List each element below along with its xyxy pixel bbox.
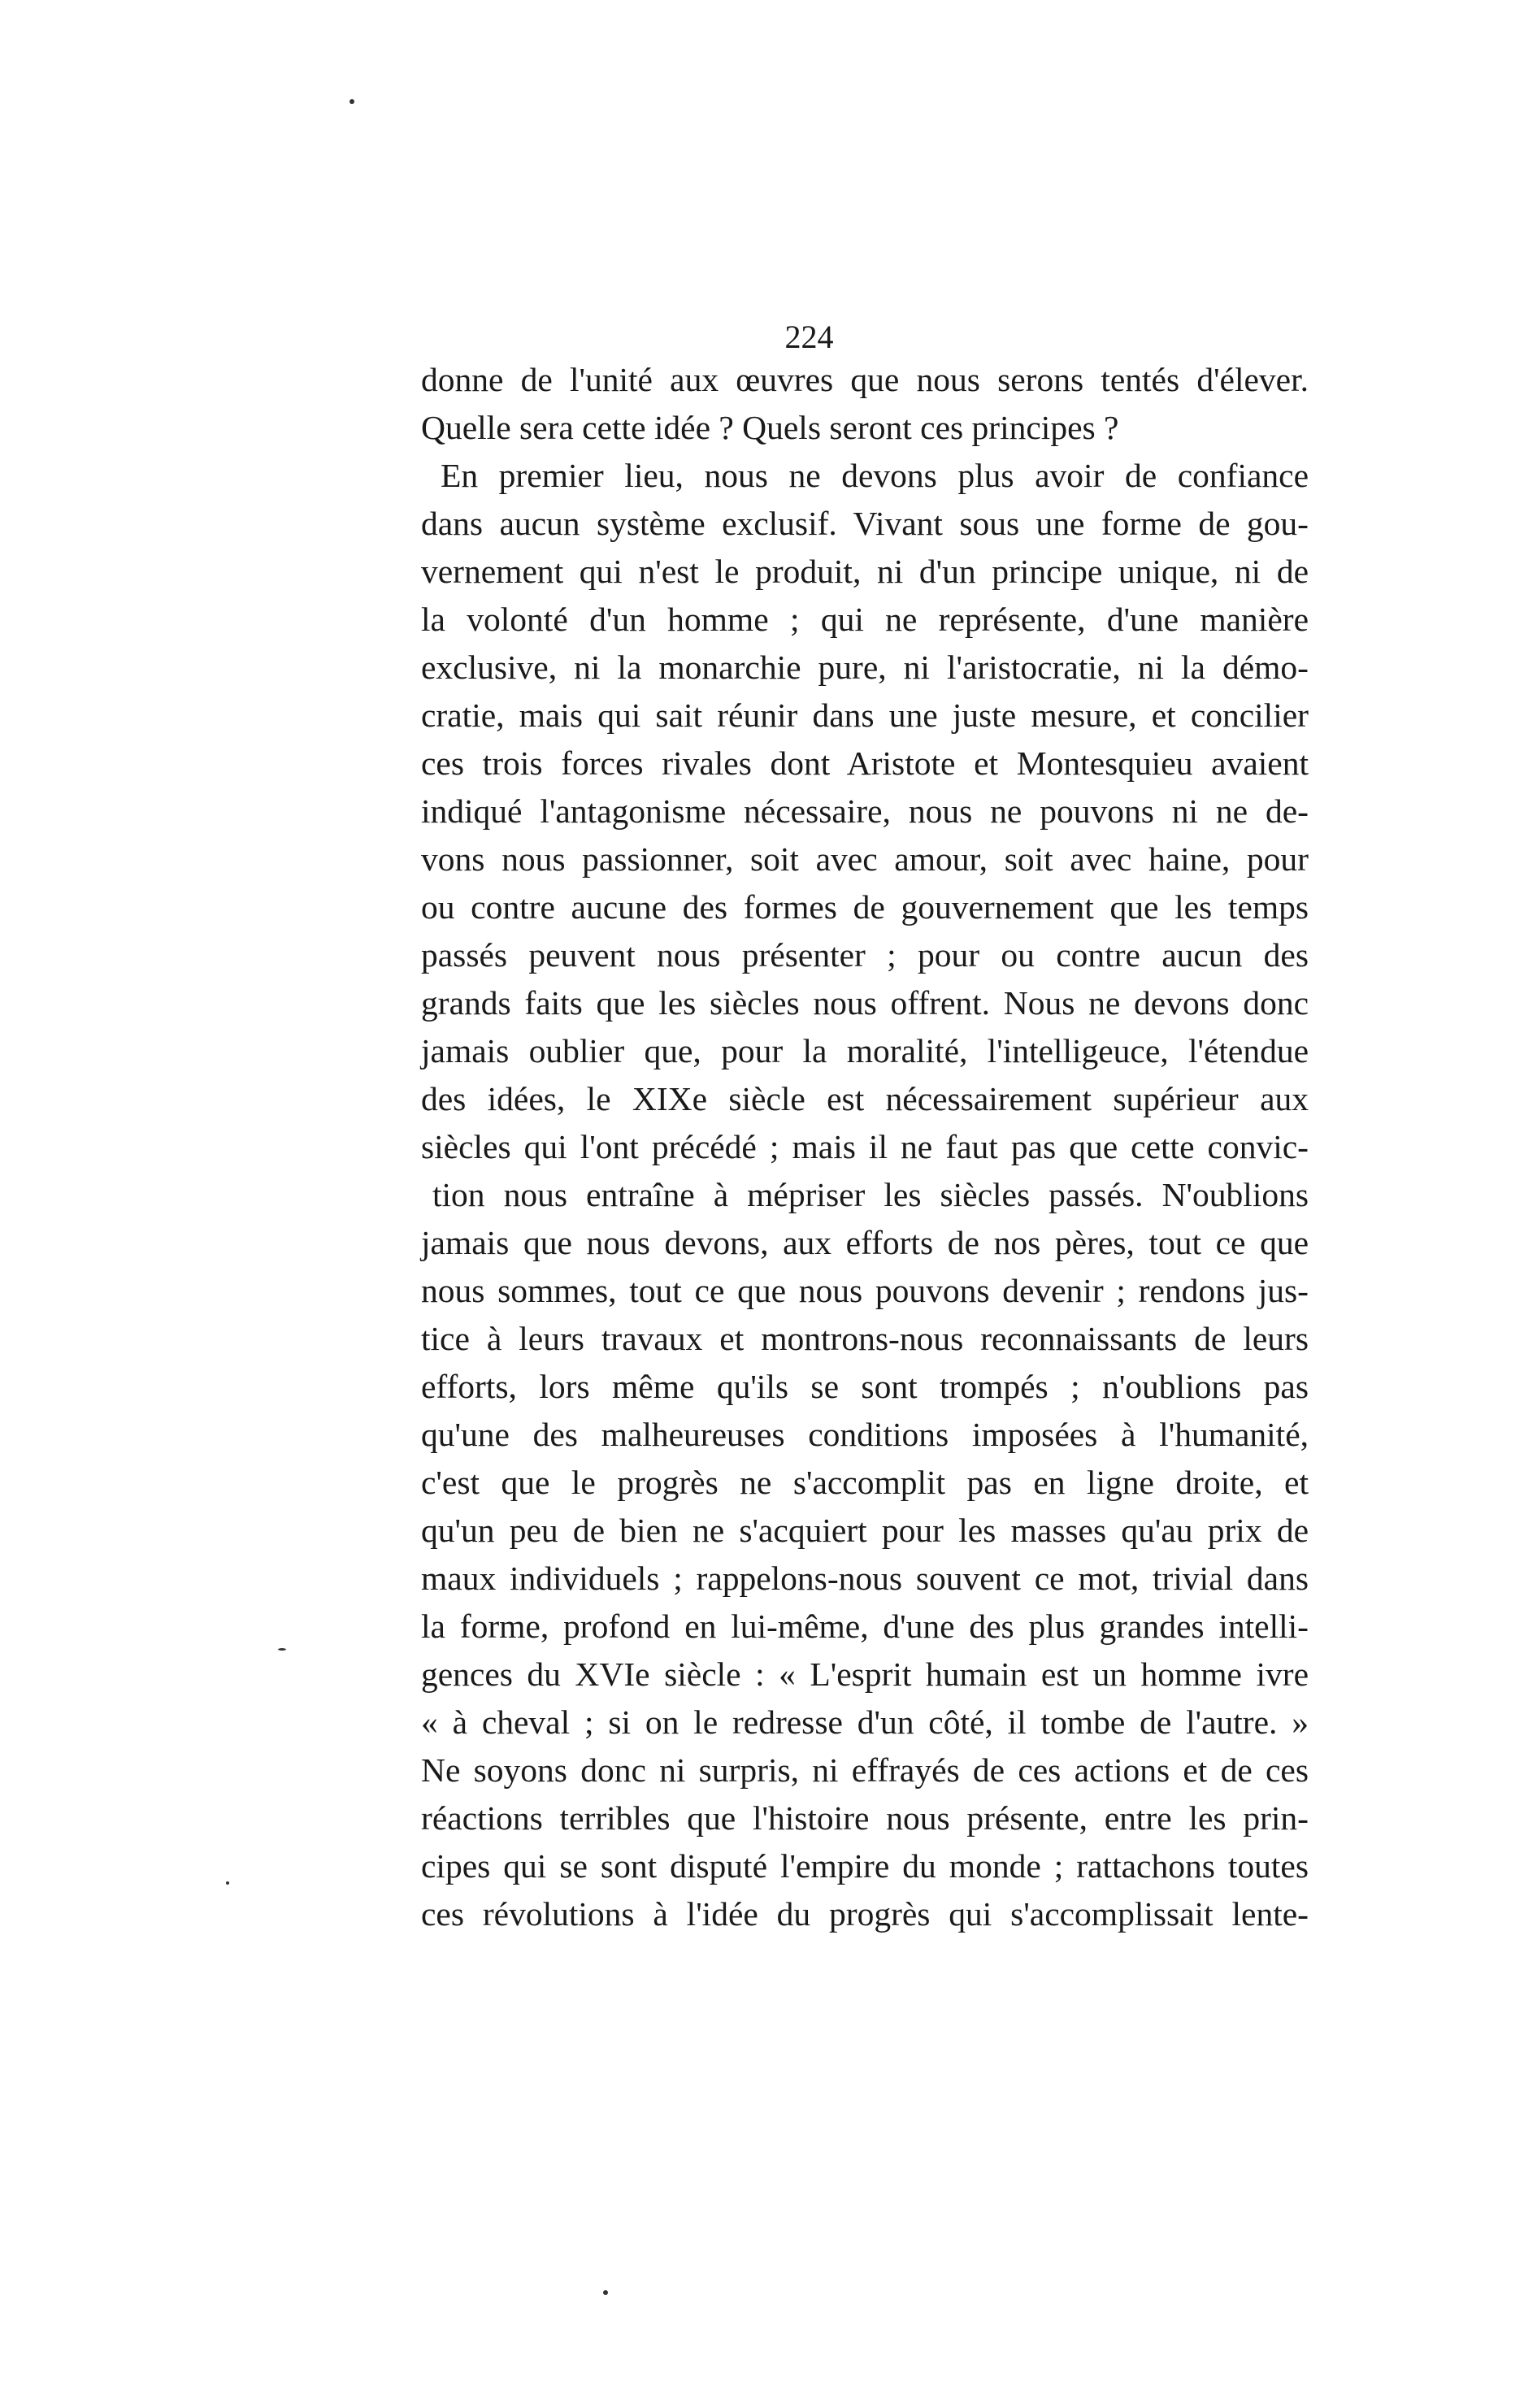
text-line: vernement qui n'est le produit, ni d'un principe unique, ni de [421,553,1309,590]
text-line: siècles qui l'ont précédé ; mais il ne faut pas que cette convic- [421,1128,1309,1165]
text-line: nous sommes, tout ce que nous pouvons devenir ; rendons jus- [421,1272,1309,1309]
text-line: efforts, lors même qu'ils se sont trompés ; n'oublions pas [421,1368,1309,1405]
text-line: exclusive, ni la monarchie pure, ni l'aristocratie, ni la démo- [421,649,1309,686]
text-line: cipes qui se sont disputé l'empire du monde ; rattachons toutes [421,1847,1309,1885]
text-line: jamais oublier que, pour la moralité, l'intelligeuce, l'étendue [421,1032,1309,1069]
text-line: En premier lieu, nous ne devons plus avoir de confiance [441,457,1309,494]
scan-speck [278,1648,286,1651]
text-line: donne de l'unité aux œuvres que nous serons tentés d'élever. [421,361,1309,398]
text-line: passés peuvent nous présenter ; pour ou contre aucun des [421,936,1309,974]
text-line: ces trois forces rivales dont Aristote et Montesquieu avaient [421,744,1309,782]
text-line: jamais que nous devons, aux efforts de nos pères, tout ce que [421,1224,1309,1261]
text-line: « à cheval ; si on le redresse d'un côté, il tombe de l'autre. » [421,1703,1309,1741]
text-line: tion nous entraîne à mépriser les siècles passés. N'oublions [432,1176,1309,1213]
text-line: des idées, le XIXe siècle est nécessairement supérieur aux [421,1080,1309,1117]
scan-speck [603,2290,608,2295]
text-line: ou contre aucune des formes de gouvernement que les temps [421,888,1309,926]
text-line: dans aucun système exclusif. Vivant sous une forme de gou- [421,505,1309,542]
text-line: réactions terribles que l'histoire nous présente, entre les prin- [421,1799,1309,1837]
scan-speck [226,1881,229,1885]
text-line: qu'une des malheureuses conditions imposées à l'humanité, [421,1416,1309,1453]
text-line: vons nous passionner, soit avec amour, soit avec haine, pour [421,840,1309,878]
text-line: indiqué l'antagonisme nécessaire, nous ne pouvons ni ne de- [421,792,1309,830]
text-line: gences du XVIe siècle : « L'esprit humain est un homme ivre [421,1655,1309,1693]
text-line: la volonté d'un homme ; qui ne représente, d'une manière [421,601,1309,638]
text-line: la forme, profond en lui-même, d'une des plus grandes intelli- [421,1608,1309,1645]
text-line: Quelle sera cette idée ? Quels seront ces principes ? [421,409,1119,446]
body-text [421,356,1309,1938]
scan-speck [350,99,354,104]
text-line: cratie, mais qui sait réunir dans une juste mesure, et concilier [421,696,1309,734]
text-line: Ne soyons donc ni surpris, ni effrayés de ces actions et de ces [421,1751,1309,1789]
text-line: c'est que le progrès ne s'accomplit pas en ligne droite, et [421,1464,1309,1501]
text-line: ces révolutions à l'idée du progrès qui s'accomplissait lente- [421,1895,1309,1933]
text-line: tice à leurs travaux et montrons-nous reconnaissants de leurs [421,1320,1309,1357]
page-number: 224 [784,319,834,355]
text-line: maux individuels ; rappelons-nous souvent ce mot, trivial dans [421,1560,1309,1597]
text-line: qu'un peu de bien ne s'acquiert pour les masses qu'au prix de [421,1512,1309,1549]
text-line: grands faits que les siècles nous offrent. Nous ne devons donc [421,984,1309,1022]
